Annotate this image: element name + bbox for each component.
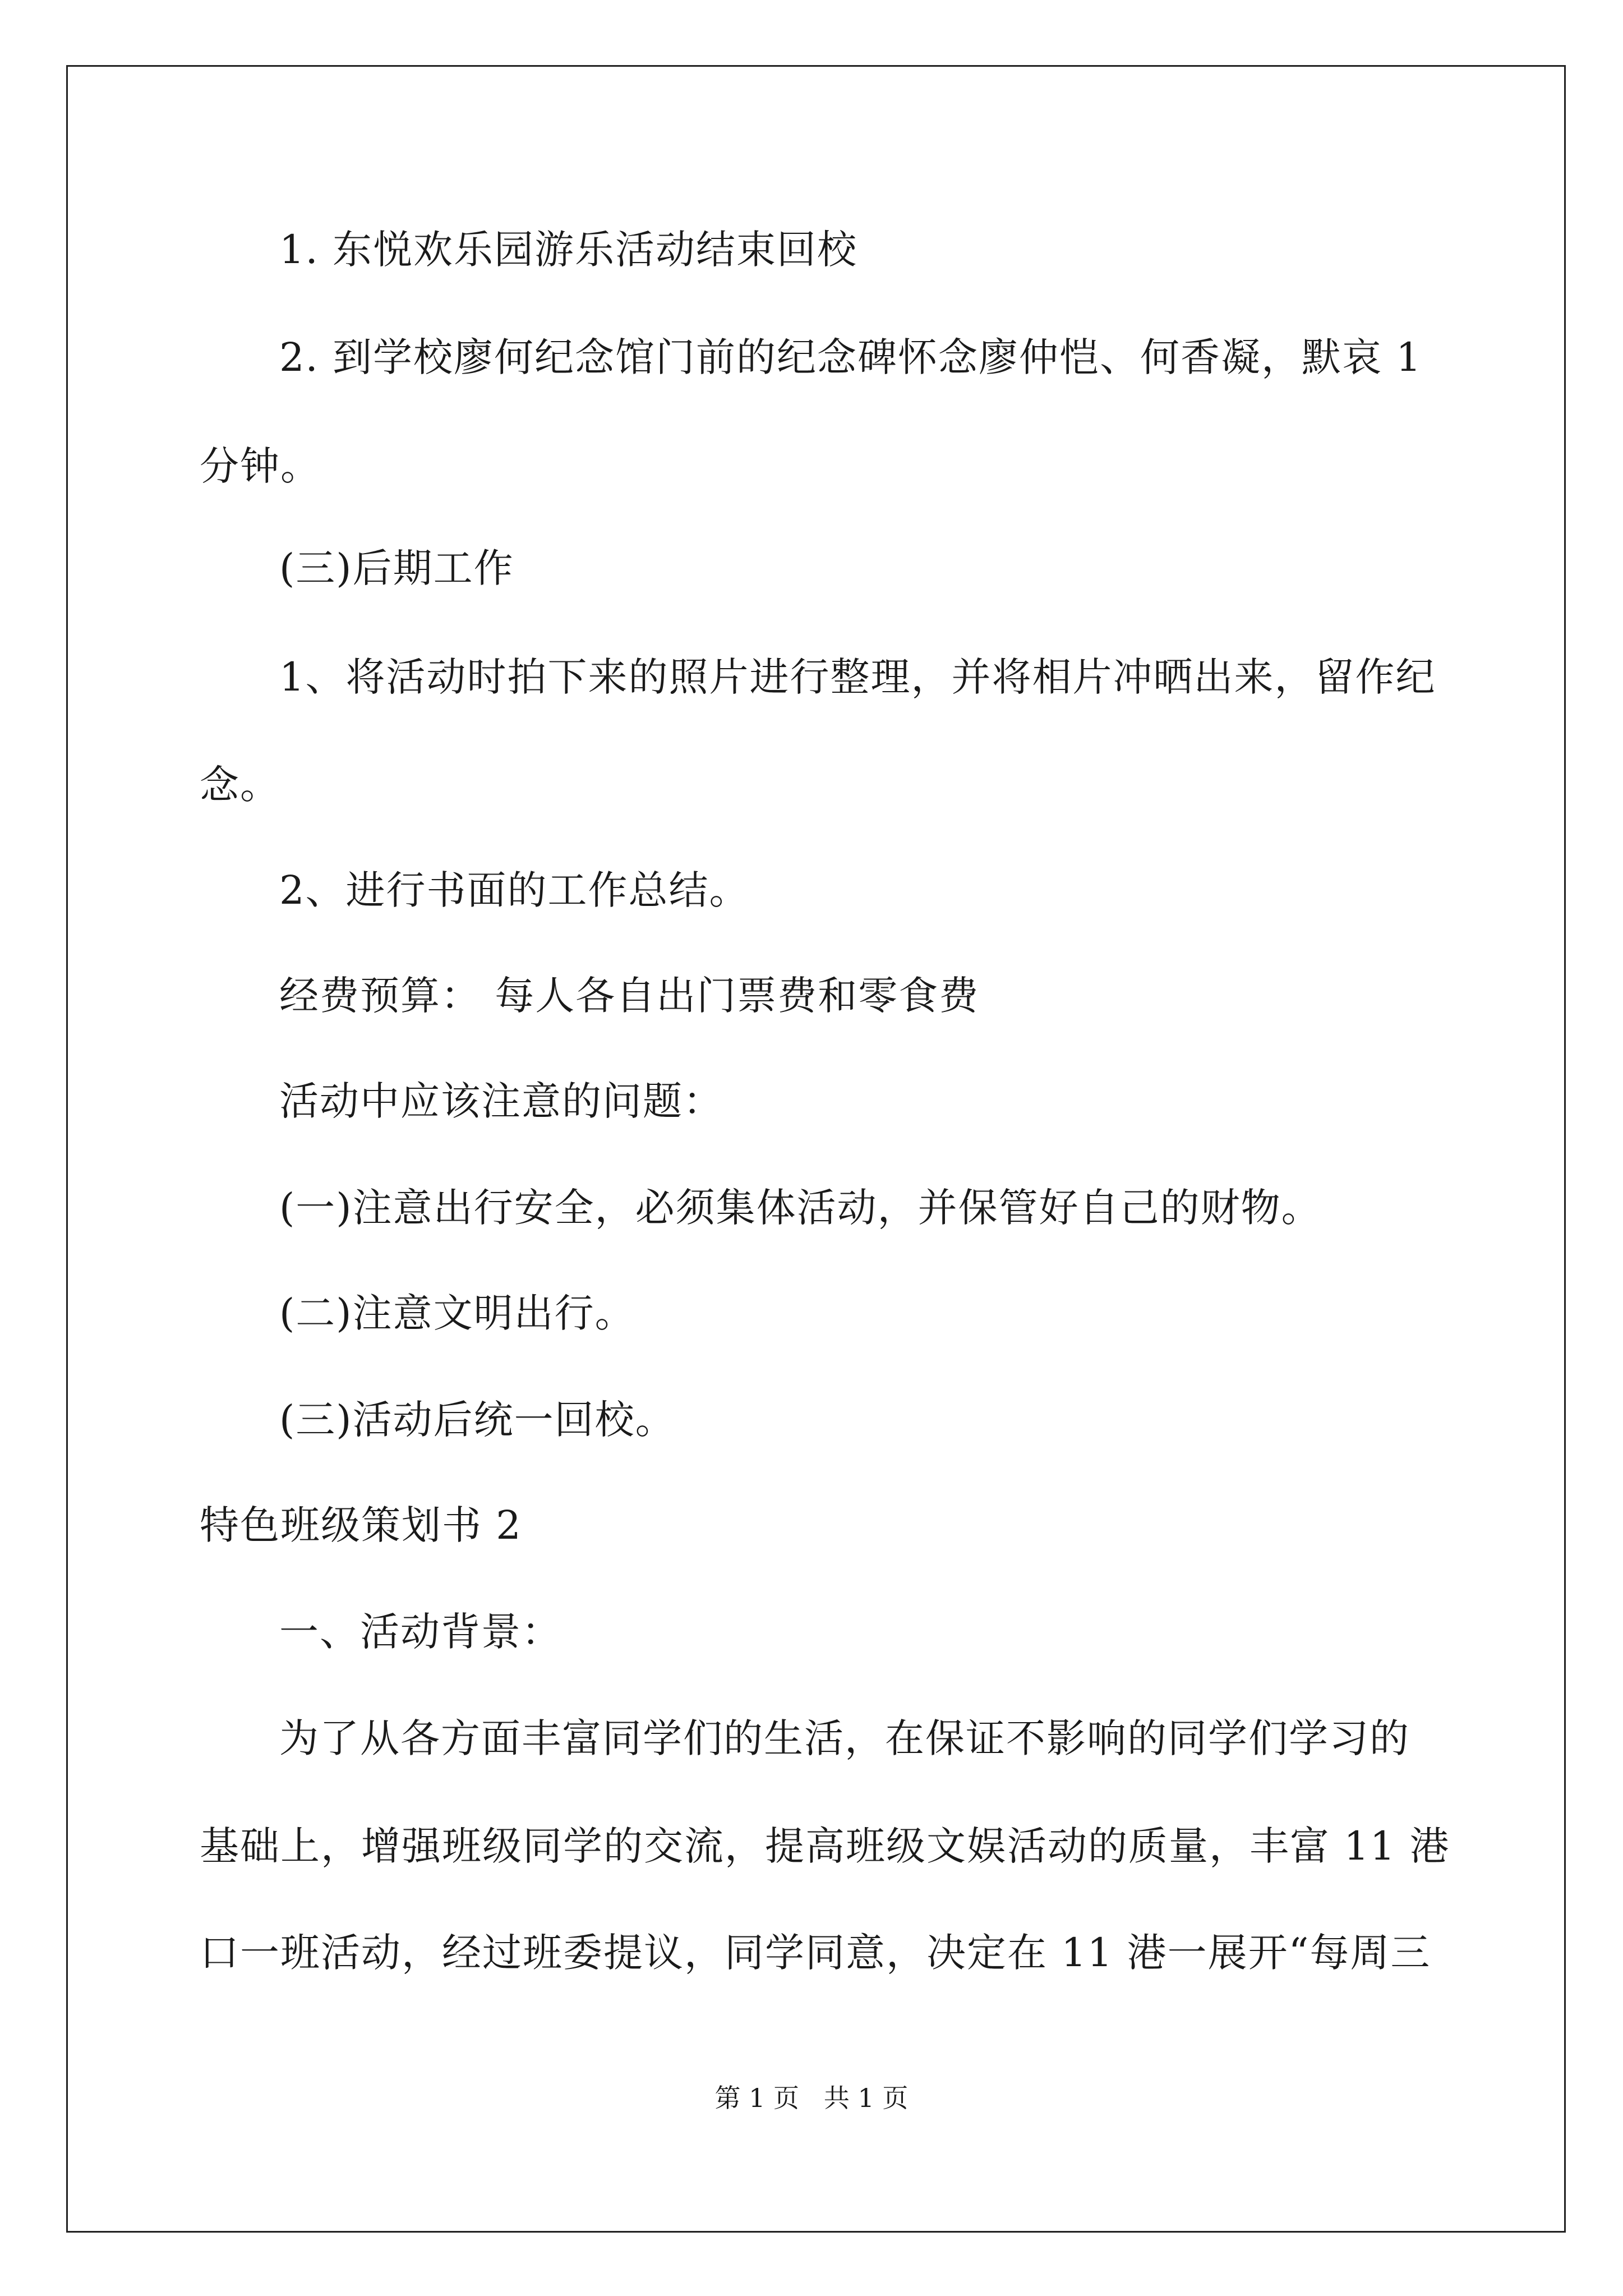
document-title: 特色班级策划书 2 — [200, 1502, 522, 1548]
paragraph-line: 分钟。 — [200, 443, 321, 489]
paragraph-line: 1、将活动时拍下来的照片进行整理，并将相片冲晒出来，留作纪 — [279, 654, 1436, 700]
page-number: 第 1 页 共 1 页 — [714, 2083, 909, 2113]
paragraph-line: 为了从各方面丰富同学们的生活，在保证不影响的同学们学习的 — [279, 1715, 1410, 1761]
paragraph-line: 2、进行书面的工作总结。 — [279, 867, 750, 913]
paragraph-line: 念。 — [200, 762, 280, 808]
paragraph-line: 口一班活动，经过班委提议，同学同意，决定在 11 港一展开“每周三 — [200, 1930, 1431, 1976]
paragraph-line: 基础上，增强班级同学的交流，提高班级文娱活动的质量，丰富 11 港 — [200, 1823, 1450, 1869]
paragraph-line: (二)注意文明出行。 — [279, 1290, 635, 1336]
paragraph-line: (三)活动后统一回校。 — [279, 1397, 676, 1443]
section-heading: (三)后期工作 — [279, 545, 514, 591]
page-border — [66, 65, 1566, 2233]
paragraph-line: 活动中应该注意的问题： — [279, 1078, 723, 1124]
section-heading: 一、活动背景： — [279, 1609, 562, 1655]
paragraph-line: 2. 到学校廖何纪念馆门前的纪念碑怀念廖仲恺、何香凝，默哀 1 — [279, 334, 1422, 380]
paragraph-line: 1. 东悦欢乐园游乐活动结束回校 — [279, 227, 858, 273]
paragraph-line: (一)注意出行安全，必须集体活动，并保管好自己的财物。 — [279, 1185, 1322, 1231]
budget-line: 经费预算： 每人各自出门票费和零食费 — [279, 973, 980, 1019]
